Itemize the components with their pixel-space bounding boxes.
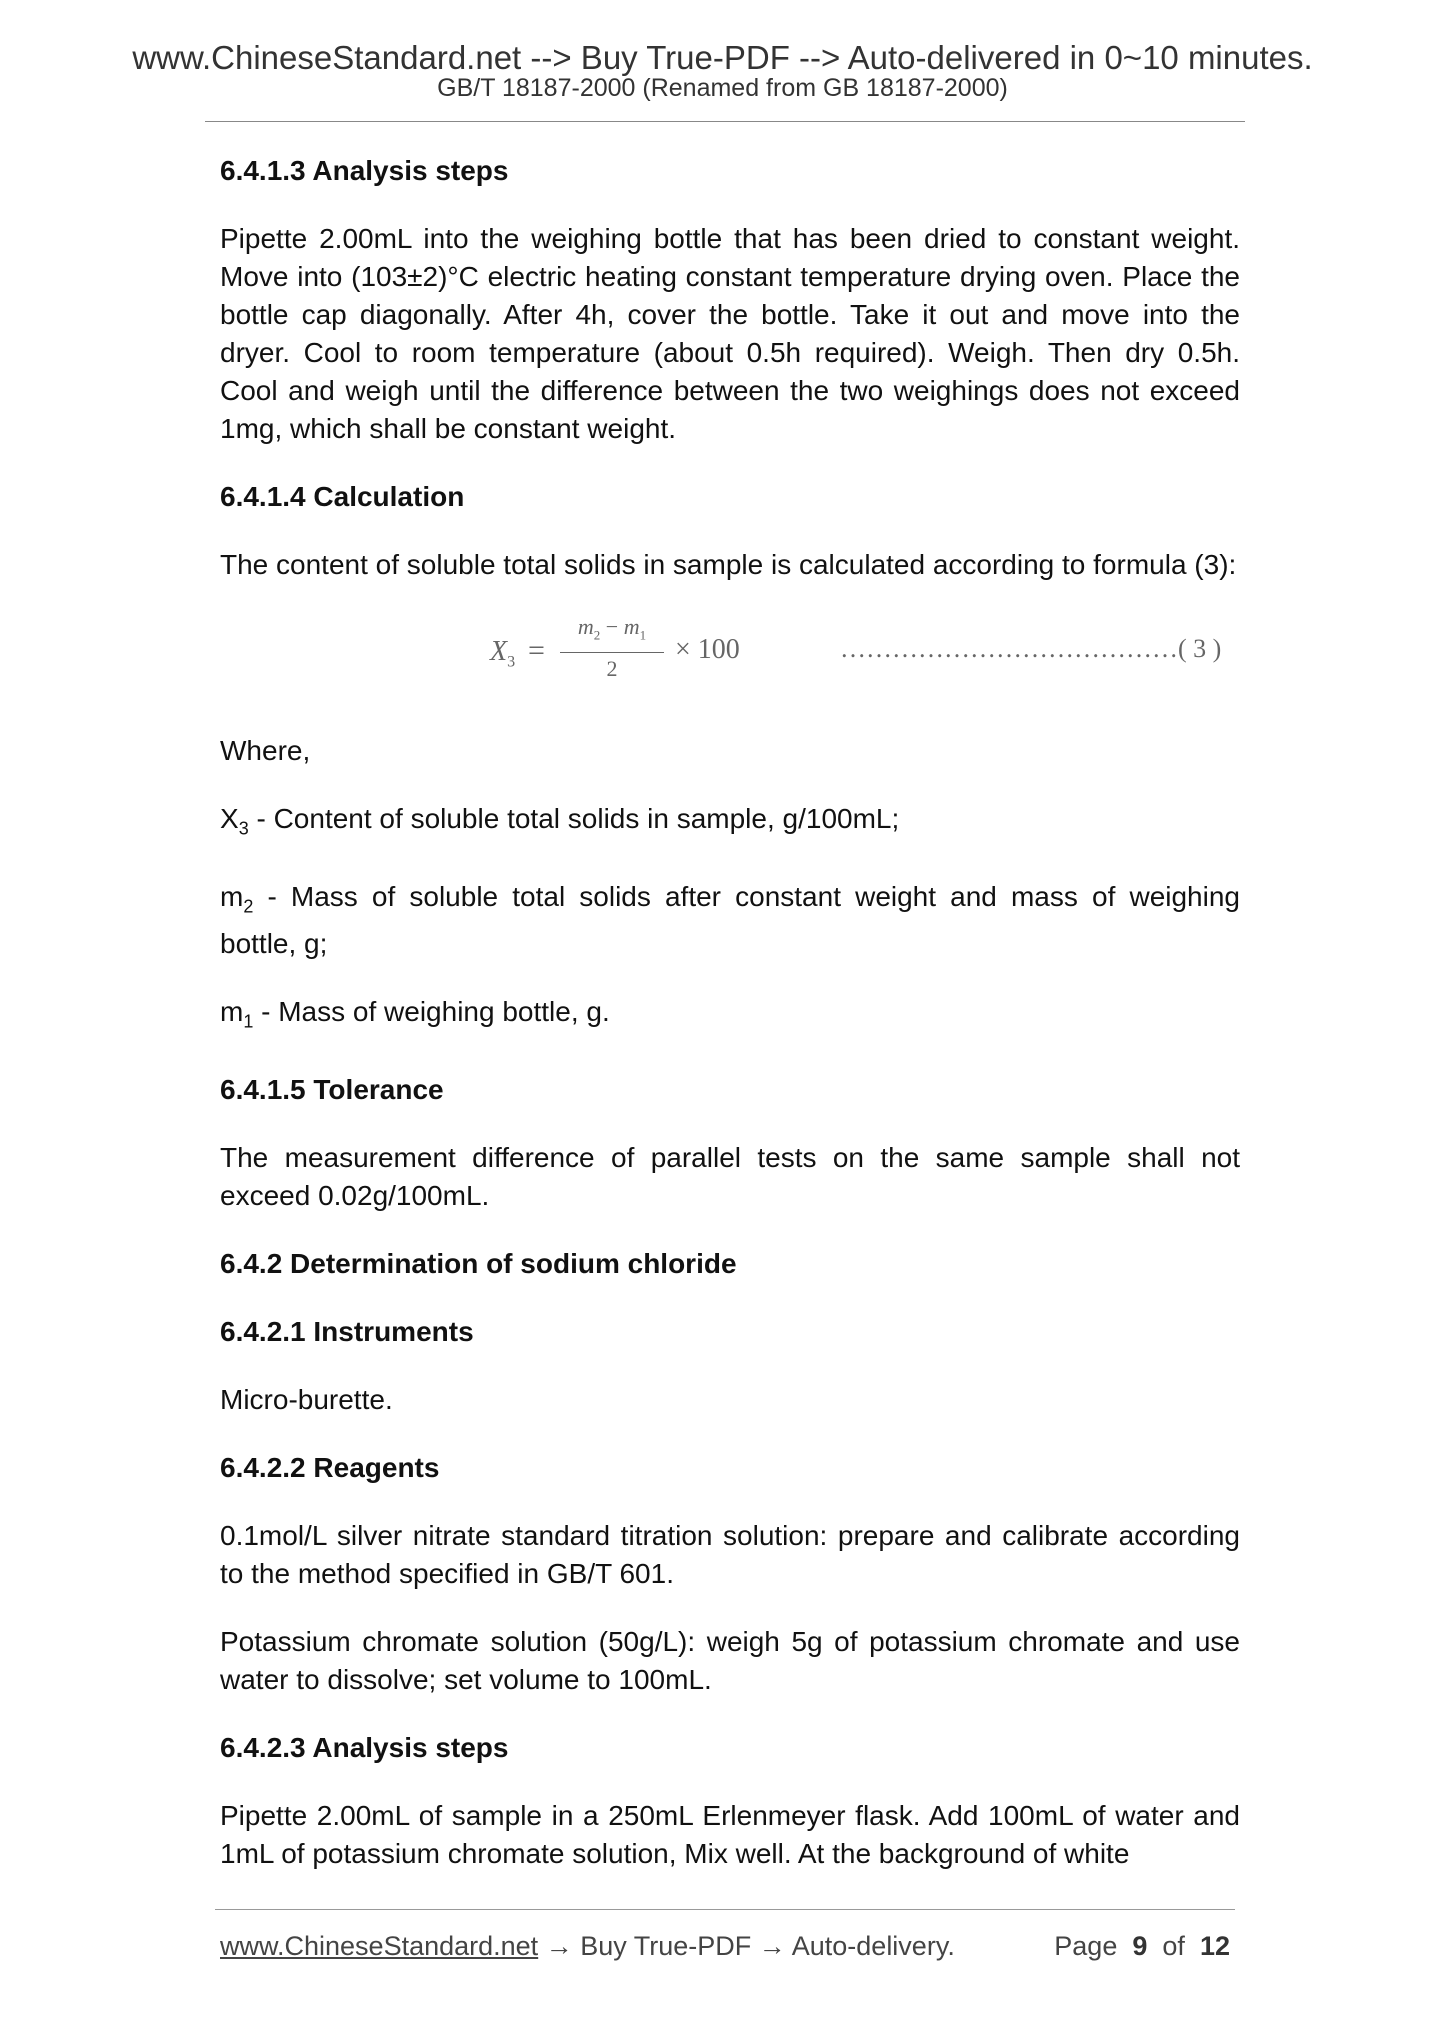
footer-promo: www.ChineseStandard.net → Buy True-PDF → Auto-delivery.: [220, 1931, 955, 1961]
page-number: Page 9 of 12: [1054, 1931, 1230, 1961]
formula-3: [220, 614, 1240, 690]
paragraph-calculation: The content of soluble total solids in sample is calculated according to formula (3):: [220, 549, 1237, 580]
definition-m2: $m_2$ - Mass of soluble total solids after constant weight and mass of weighing bottle, g;: [220, 880, 1240, 960]
where-label: Where,: [220, 735, 311, 766]
heading-6-4-1-3: 6.4.1.3 Analysis steps: [220, 155, 509, 186]
formula-numerator: $m_2 - m_1$: [577, 614, 647, 643]
formula-multiplier: × 100: [675, 634, 740, 665]
definition-x3: $X_3$ - Content of soluble total solids in sample, g/100mL;: [220, 803, 900, 839]
formula-fraction-bar: [560, 652, 664, 653]
footer-divider: [215, 1909, 1235, 1910]
formula-denominator: 2: [606, 656, 618, 681]
paragraph-reagent-potassium-chromate: Potassium chromate solution (50g/L): weigh 5g of potassium chromate and use water to dissolve; set volume to 100mL.: [220, 1625, 1240, 1695]
formula-lhs: $X_3$: [490, 636, 516, 671]
definition-m1: $m_1$ - Mass of weighing bottle, g.: [220, 996, 610, 1032]
paragraph-analysis-steps-2: Pipette 2.00mL of sample in a 250mL Erlenmeyer flask. Add 100mL of water and 1mL of potassium chromate solution, Mix well. At the background of white: [220, 1799, 1240, 1869]
heading-6-4-1-5: 6.4.1.5 Tolerance: [220, 1073, 444, 1105]
document-body: [220, 152, 1240, 1903]
heading-6-4-2-2: 6.4.2.2 Reagents: [220, 1451, 440, 1483]
paragraph-instruments: Micro-burette.: [220, 1383, 393, 1415]
formula-number: …………………………………( 3 ): [840, 634, 1222, 663]
header-banner: www.ChineseStandard.net --> Buy True-PDF --> Auto-delivered in 0~10 minutes.: [132, 39, 1313, 76]
formula-equals: =: [528, 634, 545, 667]
heading-6-4-2: 6.4.2 Determination of sodium chloride: [220, 1247, 737, 1279]
header-divider: [205, 121, 1245, 122]
paragraph-reagent-silver-nitrate: 0.1mol/L silver nitrate standard titration solution: prepare and calibrate according to the method specified in GB/T 601.: [220, 1519, 1240, 1589]
header-subtitle: GB/T 18187-2000 (Renamed from GB 18187-2000): [437, 74, 1008, 102]
paragraph-analysis-steps: Pipette 2.00mL into the weighing bottle that has been dried to constant weight. Move into (103±2)°C electric heating constant temperature drying oven. Place the bottle cap diagonally. After 4h, cover the bottle. Take it out and move into the dryer. Cool to room temperature (about 0.5h required). Weigh. Then dry 0.5h. Cool and weigh until the difference between the two weighings does not exceed 1mg, which shall be constant weight.: [220, 223, 1240, 444]
footer-link[interactable]: www.ChineseStandard.net: [220, 1931, 539, 1961]
paragraph-tolerance: The measurement difference of parallel tests on the same sample shall not exceed 0.02g/100mL.: [220, 1141, 1240, 1211]
heading-6-4-1-4: 6.4.1.4 Calculation: [220, 481, 465, 512]
heading-6-4-2-3: 6.4.2.3 Analysis steps: [220, 1731, 509, 1763]
heading-6-4-2-1: 6.4.2.1 Instruments: [220, 1315, 474, 1347]
